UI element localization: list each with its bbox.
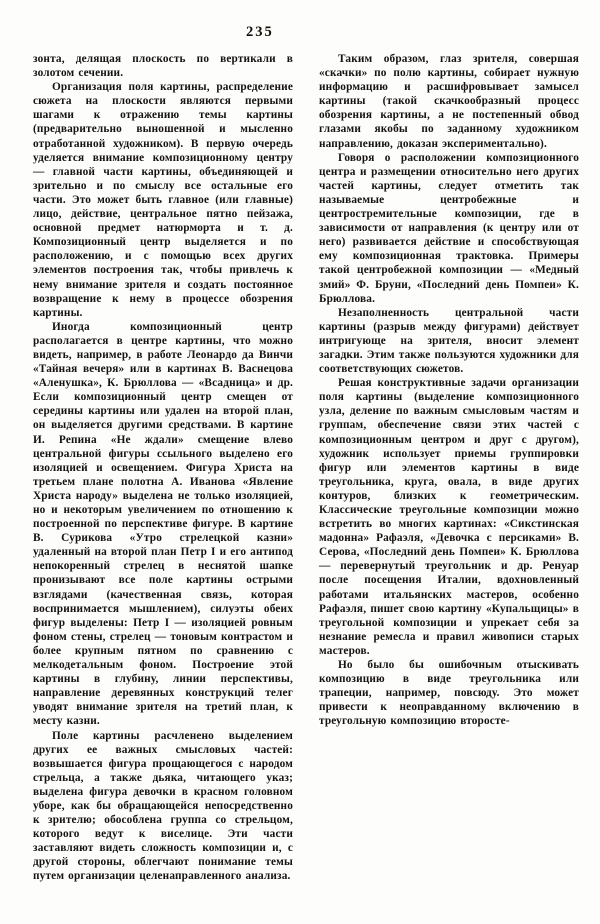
paragraph: Поле картины расчленено выделением других ее важных смысловых частей: возвышается фигура прощающегося с народом стрельца, а также дьяка, читающего указ; выделена фигура девочки в красном головном уборе, как бы обращающейся непосредственно к зрителю; обособлена группа со стрельцом, которого ведут к виселице. Эти части заставляют видеть сложность композиции и, с другой стороны, облегчают понимание темы путем организации целенаправленного анализа. [33,729,293,883]
paragraph: Иногда композиционный центр располагается в центре картины, что можно видеть, например, в работе Леонардо да Винчи «Тайная вечеря» или в картинах В. Васнецова «Аленушка», К. Брюллова — «Всадница» и др. Если композиционный центр смещен от середины картины или удален на второй план, он выделяется другими средствами. В картине И. Репина «Не ждали» смещение влево центральной фигуры ссыльного выделено его изоляцией и освещением. Фигура Христа на третьем плане полотна А. Иванова «Явление Христа народу» выделена не только изоляцией, но и некоторым увеличением по отношению к построенной по перспективе фигуре. В картине В. Сурикова «Утро стрелецкой казни» удаленный на второй план Петр I и его антипод непокоренный стрелец в неснятой шапке пронизывают все поле картины острыми взглядами (качественная связь, которая воспринимается мышлением), силуэты обеих фигур выделены: Петр I — изоляцией ровным фоном стены, стрелец — тоновым контрастом и более крупным пятном по сравнению с мелкодетальным фоном. Построение этой картины в глубину, линии перспективы, направление деревянных конструкций телег уводят внимание зрителя на третий план, к месту казни. [33,320,293,728]
paragraph: зонта, делящая плоскость по вертикали в золотом сечении. [33,53,293,80]
text-columns [33,52,579,894]
paragraph: Говоря о расположении композиционного центра и размещении относительно него других частей картины, следует отметить так называемые центробежные и центростремительные композиции, где в зависимости от направления (к центру или от него) развивается действие и способствующая ему композиционная трактовка. Примеры такой центробежной композиции — «Медный змий» Ф. Бруни, «Последний день Помпеи» К. Брюллова. [319,151,579,305]
paragraph: Организация поля картины, распределение сюжета на плоскости являются первыми шагами к отражению темы картины (предварительно выношенной и мысленно отработанной художником). В первую очередь уделяется внимание композиционному центру — главной части картины, объединяющей и зрительно и по смыслу все остальные его части. Это может быть главное (или главные) лицо, действие, центральное пятно пейзажа, основной предмет натюрморта и т. д. Композиционный центр выделяется и по расположению, и с помощью всех других элементов построения так, чтобы привлечь к нему внимание зрителя и создать постоянное возвращение к нему в процессе обозрения картины. [33,81,293,319]
paragraph: Решая конструктивные задачи организации поля картины (выделение композиционного узла, деление по важным смысловым частям и группам, обеспечение связи этих частей с композиционным центром и друг с другом), художник использует приемы группировки фигур или элементов картины в виде треугольника, круга, овала, в виде других контуров, близких к геометрическим. Классические треугольные композиции можно встретить во многих картинах: «Сикстинская мадонна» Рафаэля, «Девочка с персиками» В. Серова, «Последний день Помпеи» К. Брюллова — перевернутый треугольник и др. Ренуар после посещения Италии, вдохновленный работами итальянских мастеров, особенно Рафаэля, пишет свою картину «Купальщицы» в треугольной композиции и упрекает себя за незнание ремесла и правил живописи старых мастеров. [319,377,579,657]
paragraph: Но было бы ошибочным отыскивать композицию в виде треугольника или трапеции, например, повсюду. Это может привести к неоправданному включению в треугольную композицию второсте- [319,659,579,728]
paragraph: Таким образом, глаз зрителя, совершая «скачки» по полю картины, собирает нужную информацию и расшифровывает замысел картины (такой скачкообразный процесс обозрения картины, а не постепенный обвод глазами якобы по заданному художником направлению, доказан экспериментально). [319,53,579,150]
paragraph: Незаполненность центральной части картины (разрыв между фигурами) действует интригующе на зрителя, вносит элемент загадки. Этим также пользуются художники для соответствующих сюжетов. [319,306,579,376]
page-number: 235 [246,24,274,40]
